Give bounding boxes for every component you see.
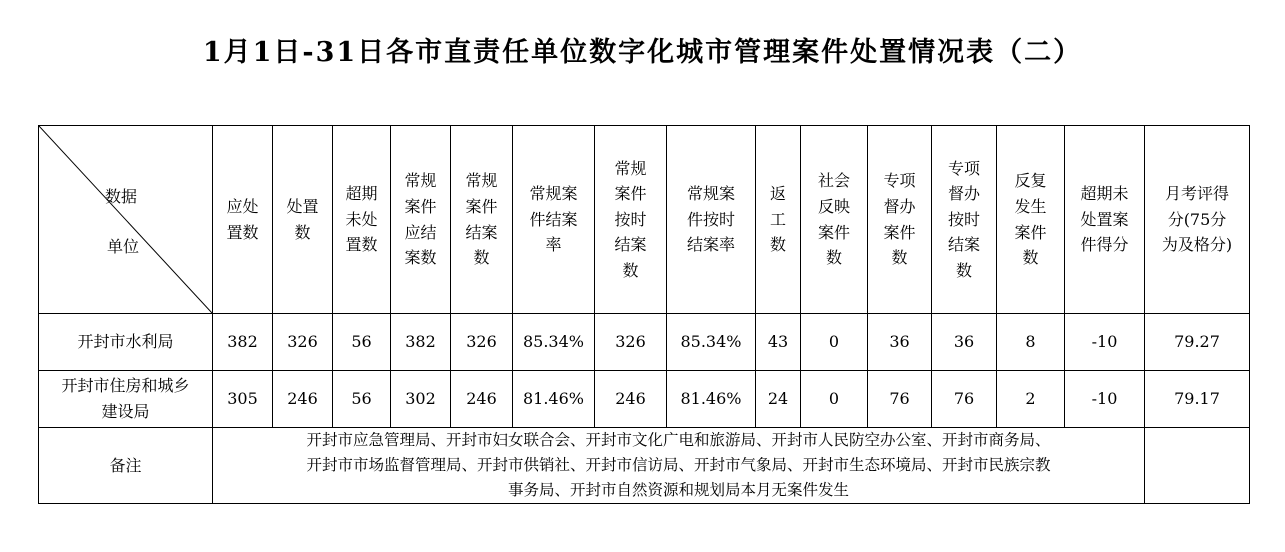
- header-label-line: 常规: [404, 171, 437, 191]
- header-label-line: 数: [769, 235, 786, 255]
- unit-name-line: 开封市住房和城乡: [61, 376, 190, 396]
- table-cell: 246: [595, 371, 667, 428]
- header-label-line: 件得分: [1080, 235, 1129, 255]
- table-row: [39, 371, 1250, 428]
- remark-empty-cell: [1145, 428, 1250, 504]
- table-cell: 76: [932, 371, 997, 428]
- table-cell: 85.34%: [667, 314, 756, 371]
- header-label-line: 发生: [1014, 196, 1047, 216]
- header-label-line: 结案: [947, 235, 980, 255]
- header-label-line: 超期: [345, 184, 378, 204]
- table-cell: 81.46%: [667, 371, 756, 428]
- header-label: [1014, 168, 1046, 270]
- header-label-line: 常规案: [529, 184, 578, 204]
- header-label-line: 数: [473, 248, 490, 268]
- unit-name-line: 建设局: [101, 402, 150, 421]
- diagonal-line: [39, 126, 212, 313]
- corner-label-unit: 单位: [107, 237, 140, 256]
- header-label-line: 督办: [947, 184, 980, 204]
- table-cell: 305: [213, 371, 273, 428]
- header-label: [883, 168, 915, 270]
- table-cell: 24: [756, 371, 801, 428]
- table-row: [39, 314, 1250, 371]
- header-label-line: 常规案: [686, 184, 735, 204]
- header-label-line: 常规: [465, 171, 498, 191]
- header-label-line: 数: [622, 260, 639, 280]
- header-cell: [513, 126, 595, 314]
- table-cell: 302: [391, 371, 451, 428]
- header-cell: [868, 126, 932, 314]
- header-cell: [932, 126, 997, 314]
- remark-row: [39, 428, 1250, 504]
- header-label-line: 专项: [883, 171, 916, 191]
- header-label: [770, 181, 786, 258]
- header-label-line: 未处: [345, 209, 378, 229]
- header-label-line: 按时: [614, 209, 647, 229]
- table-cell: 326: [595, 314, 667, 371]
- header-cell: [595, 126, 667, 314]
- header-label-line: 督办: [883, 196, 916, 216]
- header-label: [1080, 181, 1128, 258]
- header-label: [1162, 181, 1232, 258]
- remark-line: 事务局、开封市自然资源和规划局本月无案件发生: [507, 480, 849, 499]
- header-label: [345, 181, 377, 258]
- header-label: [687, 181, 735, 258]
- corner-header-cell: [39, 126, 213, 314]
- header-label: [226, 194, 258, 245]
- table-cell: 36: [932, 314, 997, 371]
- header-label-line: 数: [294, 222, 311, 242]
- header-label-line: 社会: [817, 171, 850, 191]
- header-label-line: 结案: [465, 222, 498, 242]
- header-label-line: 数: [825, 248, 842, 268]
- header-label: [614, 156, 646, 284]
- header-label-line: 超期未: [1080, 184, 1129, 204]
- header-label-line: 数: [955, 260, 972, 280]
- table-cell: 79.27: [1145, 314, 1250, 371]
- header-cell: [213, 126, 273, 314]
- header-label-line: 案件: [614, 184, 647, 204]
- remark-label: 备注: [39, 428, 213, 504]
- header-label-line: 案件: [465, 196, 498, 216]
- header-label-line: 案件: [404, 196, 437, 216]
- unit-cell: [39, 371, 213, 428]
- header-label-line: 应处: [226, 196, 259, 216]
- header-label-line: 结案: [614, 235, 647, 255]
- table-cell: 382: [213, 314, 273, 371]
- header-label-line: 反映: [817, 196, 850, 216]
- header-label-line: 为及格分): [1161, 235, 1233, 255]
- header-label-line: 件按时: [686, 209, 735, 229]
- header-label-line: 常规: [614, 158, 647, 178]
- header-cell: [801, 126, 868, 314]
- header-label-line: 案件: [1014, 222, 1047, 242]
- header-label-line: 案数: [404, 248, 437, 268]
- header-label-line: 工: [769, 209, 786, 229]
- header-label-line: 数: [891, 248, 908, 268]
- header-label: [818, 168, 850, 270]
- header-cell: [1065, 126, 1145, 314]
- header-cell: [667, 126, 756, 314]
- unit-cell: [39, 314, 213, 371]
- header-label-line: 案件: [883, 222, 916, 242]
- header-cell: [273, 126, 333, 314]
- header-cell: [997, 126, 1065, 314]
- table-cell: 85.34%: [513, 314, 595, 371]
- header-cell: [391, 126, 451, 314]
- header-label-line: 结案率: [686, 235, 735, 255]
- remark-text: [213, 428, 1145, 504]
- table-cell: 246: [273, 371, 333, 428]
- header-label-line: 处置: [286, 196, 319, 216]
- header-label-line: 月考评得: [1164, 184, 1229, 204]
- table-cell: 326: [451, 314, 513, 371]
- table-cell: -10: [1065, 314, 1145, 371]
- header-label-line: 案件: [817, 222, 850, 242]
- table-cell: 76: [868, 371, 932, 428]
- table-cell: 36: [868, 314, 932, 371]
- table-cell: 2: [997, 371, 1065, 428]
- table-cell: 382: [391, 314, 451, 371]
- remark-line: 开封市市场监督管理局、开封市供销社、开封市信访局、开封市气象局、开封市生态环境局、开封市民族宗教: [306, 456, 1051, 475]
- table-cell: 0: [801, 314, 868, 371]
- header-cell: [333, 126, 391, 314]
- header-label: [286, 194, 318, 245]
- header-label-line: 数: [1022, 248, 1039, 268]
- header-label-line: 按时: [947, 209, 980, 229]
- unit-name-line: 开封市水利局: [77, 332, 174, 352]
- table-cell: 326: [273, 314, 333, 371]
- header-label-line: 返: [769, 184, 786, 204]
- header-label-line: 率: [545, 235, 562, 255]
- table-cell: 79.17: [1145, 371, 1250, 428]
- header-label-line: 置数: [226, 222, 259, 242]
- table-cell: 56: [333, 371, 391, 428]
- remark-line: 开封市应急管理局、开封市妇女联合会、开封市文化广电和旅游局、开封市人民防空办公室、开封市商务局、: [306, 431, 1051, 450]
- header-label-line: 反复: [1014, 171, 1047, 191]
- header-label-line: 专项: [947, 158, 980, 178]
- header-label: [948, 156, 980, 284]
- table-cell: 246: [451, 371, 513, 428]
- header-label-line: 分(75分: [1167, 209, 1227, 229]
- header-label: [529, 181, 577, 258]
- header-label-line: 处置案: [1080, 209, 1129, 229]
- case-table: [38, 125, 1250, 504]
- page-title: 1月1日-31日各市直责任单位数字化城市管理案件处置情况表（二）: [202, 37, 1083, 68]
- table-cell: 43: [756, 314, 801, 371]
- header-label-line: 件结案: [529, 209, 578, 229]
- header-label: [404, 168, 436, 270]
- header-label-line: 应结: [404, 222, 437, 242]
- header-label-line: 置数: [345, 235, 378, 255]
- corner-label-data: 数据: [105, 187, 138, 206]
- header-row: [39, 126, 1250, 314]
- header-cell: [756, 126, 801, 314]
- table-cell: 0: [801, 371, 868, 428]
- header-label: [465, 168, 497, 270]
- table-cell: 56: [333, 314, 391, 371]
- table-cell: 8: [997, 314, 1065, 371]
- header-cell: [451, 126, 513, 314]
- header-cell: [1145, 126, 1250, 314]
- table-cell: -10: [1065, 371, 1145, 428]
- table-cell: 81.46%: [513, 371, 595, 428]
